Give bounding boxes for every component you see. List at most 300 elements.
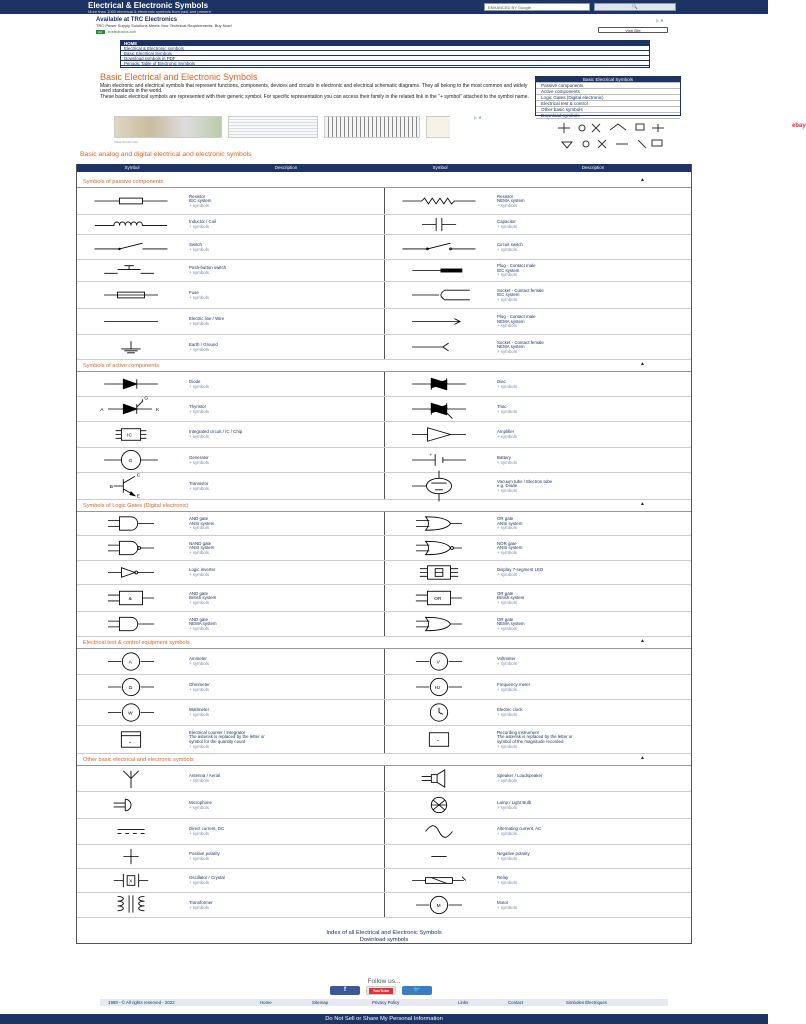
ad-text: TRC Power Supply Solutions Meets Your Technical Requirements. Buy Now!: [96, 23, 232, 28]
thyristor-icon-letter: K: [155, 407, 160, 413]
ohmmeter-icon[interactable]: [83, 675, 179, 699]
header-symbol-2: Symbol: [385, 164, 495, 172]
column-divider: [384, 845, 385, 868]
vacuum-tube-icon-graphic: [391, 473, 487, 499]
voltmeter-icon[interactable]: [391, 649, 487, 674]
symbol-name[interactable]: Plug - Contact male: [497, 263, 536, 269]
symbol-name[interactable]: Direct current, DC: [189, 826, 225, 832]
ic-chip-icon[interactable]: [83, 422, 179, 447]
wire-icon[interactable]: [83, 309, 179, 334]
wire-icon-graphic: [83, 309, 179, 334]
more-symbols-link[interactable]: + symbols: [497, 831, 517, 836]
battery-icon-graphic: [391, 448, 487, 472]
ad-choices-icon[interactable]: ▷ ✕: [656, 18, 664, 23]
electrical-counter-icon-graphic: [83, 726, 179, 753]
twitter-icon[interactable]: 🐦: [402, 986, 432, 995]
symbol-name[interactable]: Inductor / Coil: [189, 219, 217, 225]
more-symbols-link[interactable]: + symbols: [497, 599, 517, 605]
facebook-icon[interactable]: f: [330, 986, 360, 995]
nav-item-periodic-table[interactable]: Periodic Table of Electronic Symbols: [121, 61, 649, 66]
motor-icon[interactable]: [391, 893, 487, 917]
amplifier-icon[interactable]: [391, 422, 487, 447]
symbol-name[interactable]: Positive polarity: [189, 851, 220, 857]
alternating-current-icon[interactable]: [391, 819, 487, 844]
column-divider: [384, 372, 385, 396]
more-symbols-link[interactable]: + symbols: [189, 459, 209, 465]
column-divider: [384, 397, 385, 421]
ic-chip-icon-letter: IC: [127, 433, 132, 439]
speaker-icon-graphic: [391, 766, 487, 791]
or-gate-british-icon[interactable]: [391, 585, 487, 611]
back-to-top-icon[interactable]: ▲: [640, 177, 645, 183]
more-symbols-link[interactable]: + symbols: [189, 880, 209, 885]
more-symbols-link[interactable]: + symbols: [189, 778, 209, 783]
electrical-counter-icon[interactable]: [83, 726, 179, 753]
symbol-name[interactable]: Battery: [497, 454, 511, 460]
category-title[interactable]: Other basic electrical and electronic symbols: [83, 757, 194, 763]
ad-image-components[interactable]: [114, 116, 222, 138]
section-title: Basic analog and digital electrical and electronic symbols: [80, 151, 252, 158]
symbol-name[interactable]: Socket - Contact female: [497, 339, 544, 345]
symbol-name[interactable]: AND gate: [189, 590, 209, 596]
circuit-switch-icon-graphic: [391, 235, 487, 259]
inductor-icon[interactable]: [83, 215, 179, 234]
symbol-name[interactable]: Resistor: [497, 193, 514, 199]
column-divider: [384, 561, 385, 584]
lamp-icon[interactable]: [391, 792, 487, 818]
resistor-nema-icon[interactable]: [391, 188, 487, 214]
or-gate-ansi-icon[interactable]: [391, 512, 487, 535]
table-row: [77, 893, 691, 918]
more-symbols-link[interactable]: + symbols: [497, 224, 517, 229]
more-symbols-link[interactable]: + symbols: [189, 294, 209, 300]
symbol-name[interactable]: OR gate: [497, 616, 514, 622]
symbol-name[interactable]: Vacuum tube / Electron tube: [497, 478, 553, 484]
more-symbols-link[interactable]: + symbols: [497, 459, 517, 465]
symbol-note: symbol of the magnitude recorded: [497, 739, 564, 744]
more-symbols-link[interactable]: + symbols: [497, 408, 517, 414]
symbol-name[interactable]: Capacitor: [497, 219, 516, 225]
footer-contact-link[interactable]: Contact: [508, 1000, 524, 1005]
relay-icon[interactable]: [391, 869, 487, 892]
more-symbols-link[interactable]: + symbols: [189, 831, 209, 836]
frequency-meter-icon[interactable]: [391, 675, 487, 699]
switch-icon[interactable]: [83, 235, 179, 259]
more-symbols-link[interactable]: + symbols: [497, 487, 517, 493]
more-symbols-link[interactable]: + symbols: [189, 202, 209, 208]
positive-polarity-icon[interactable]: [83, 845, 179, 868]
column-divider: [384, 536, 385, 560]
motor-icon-graphic: [391, 893, 487, 917]
socket-female-iec-icon[interactable]: [391, 282, 487, 308]
more-symbols-link[interactable]: + symbols: [189, 408, 209, 414]
transistor-icon-letter: E: [136, 494, 140, 500]
back-to-top-icon[interactable]: ▲: [640, 361, 645, 367]
symbol-name[interactable]: Switch: [189, 241, 202, 247]
crystal-icon[interactable]: [83, 869, 179, 892]
symbol-name[interactable]: Electrical counter / Integrator: [189, 729, 246, 735]
symbol-name[interactable]: Resistor: [189, 193, 206, 199]
symbol-note: NEMA system: [497, 621, 525, 627]
more-symbols-link[interactable]: + symbols: [189, 712, 209, 717]
page-title: Basic Electrical and Electronic Symbols: [100, 72, 258, 82]
breadcrumb-nav: [120, 40, 650, 68]
symbol-name[interactable]: Ammeter: [189, 656, 207, 662]
more-symbols-link[interactable]: + symbols: [189, 549, 209, 555]
microphone-icon-graphic: [83, 792, 179, 818]
sidebar-item-test[interactable]: Electrical test & control: [536, 101, 680, 107]
footer-french-link[interactable]: Simboles Électriques: [566, 1000, 607, 1005]
nav-item-basic-symbols[interactable]: Basic Electrical Symbols: [121, 51, 649, 56]
symbol-name[interactable]: Display 7-segment LED: [497, 567, 544, 573]
ad-banner[interactable]: [96, 17, 680, 37]
back-to-top-icon[interactable]: ▲: [640, 638, 645, 644]
seven-segment-icon[interactable]: [391, 561, 487, 584]
ammeter-icon-graphic: [83, 649, 179, 674]
more-symbols-link[interactable]: + symbols: [497, 549, 517, 555]
and-gate-british-icon[interactable]: [83, 585, 179, 611]
more-symbols-link[interactable]: + symbols: [189, 686, 209, 692]
category-header: [77, 637, 691, 649]
more-symbols-link[interactable]: + symbols: [497, 804, 517, 810]
symbol-note: ANSI system: [497, 545, 523, 551]
nand-gate-ansi-icon[interactable]: [83, 536, 179, 560]
capacitor-icon[interactable]: [391, 215, 487, 234]
socket-female-nema-icon[interactable]: [391, 335, 487, 359]
diode-icon-graphic: [83, 372, 179, 396]
electric-clock-icon[interactable]: [391, 700, 487, 725]
symbol-name[interactable]: Plug - Contact male: [497, 314, 536, 320]
and-gate-ansi-icon[interactable]: [83, 512, 179, 535]
more-symbols-link[interactable]: + symbols: [497, 434, 517, 439]
symbol-name[interactable]: Generator: [189, 454, 209, 460]
and-gate-nema-icon[interactable]: [83, 612, 179, 636]
more-symbols-link[interactable]: + symbols: [497, 625, 517, 631]
more-symbols-link[interactable]: + symbols: [189, 804, 209, 810]
socket-female-nema-icon-graphic: [391, 335, 487, 359]
symbol-name[interactable]: AND gate: [189, 516, 209, 522]
symbol-name[interactable]: OR gate: [497, 516, 514, 522]
symbol-name[interactable]: Frequency meter: [497, 681, 531, 687]
category-title[interactable]: Symbols of Logic Gates (Digital electronic): [83, 503, 189, 509]
capacitor-icon-graphic: [391, 215, 487, 234]
symbol-name[interactable]: AND gate: [189, 616, 209, 622]
symbol-name[interactable]: Voltmeter: [497, 656, 516, 662]
more-symbols-link[interactable]: + symbols: [189, 270, 209, 275]
transformer-icon[interactable]: [83, 893, 179, 917]
triac-icon[interactable]: [391, 397, 487, 421]
symbol-name[interactable]: Triac: [497, 403, 507, 409]
table-row: [77, 372, 691, 397]
more-symbols-link[interactable]: + symbols: [189, 599, 209, 605]
more-symbols-link[interactable]: + symbols: [189, 661, 209, 666]
table-row: [77, 309, 691, 335]
ad-url[interactable]: trcelectronics.com: [108, 30, 137, 34]
symbol-name[interactable]: Ohmmeter: [189, 681, 210, 687]
and-gate-ansi-icon-graphic: [83, 512, 179, 535]
more-symbols-link[interactable]: + symbols: [189, 856, 209, 861]
ad-image-circuit[interactable]: [324, 116, 420, 138]
microphone-icon[interactable]: [83, 792, 179, 818]
plug-male-nema-icon[interactable]: [391, 309, 487, 334]
column-divider: [384, 512, 385, 535]
symbol-name[interactable]: NOR gate: [497, 540, 517, 546]
ad-heading[interactable]: Available at TRC Electronics: [96, 17, 178, 23]
symbol-name[interactable]: Antenna / Aerial: [189, 773, 220, 779]
symbol-name[interactable]: Integrated circuit / IC / Chip: [189, 429, 243, 435]
youtube-icon[interactable]: [366, 986, 396, 995]
copyright-text: 1998 - © All rights reserved - 2022: [108, 1000, 175, 1005]
symbol-note: IEC system: [497, 292, 520, 298]
more-symbols-link[interactable]: + symbols: [189, 321, 209, 326]
more-symbols-link[interactable]: + symbols: [497, 712, 517, 717]
more-symbols-link[interactable]: + symbols: [497, 778, 517, 783]
push-button-icon[interactable]: [83, 260, 179, 281]
symbol-name[interactable]: Socket - Contact female: [497, 287, 544, 293]
triac-icon-graphic: [391, 397, 487, 421]
ohmmeter-icon-letter: Ω: [128, 685, 133, 691]
symbol-name[interactable]: Electric line / Wire: [189, 316, 225, 322]
ad-badge-label: Ad: [98, 30, 102, 34]
diac-icon[interactable]: [391, 372, 487, 396]
ground-icon[interactable]: [83, 335, 179, 359]
fuse-icon[interactable]: [83, 282, 179, 308]
table-row: [77, 561, 691, 585]
symbol-name[interactable]: Circuit switch: [497, 241, 523, 247]
symbol-name[interactable]: NAND gate: [189, 540, 212, 546]
symbol-name[interactable]: Motor: [497, 899, 509, 905]
symbol-name[interactable]: Transformer: [189, 899, 213, 905]
or-gate-nema-icon[interactable]: [391, 612, 487, 636]
diode-icon[interactable]: [83, 372, 179, 396]
symbol-name[interactable]: Lamp / Light Bulb: [497, 799, 532, 805]
more-symbols-link[interactable]: + symbols: [189, 572, 209, 577]
and-gate-nema-icon-graphic: [83, 612, 179, 636]
more-symbols-link[interactable]: + symbols: [497, 686, 517, 692]
wattmeter-icon-graphic: [83, 700, 179, 725]
symbol-name[interactable]: Relay: [497, 875, 509, 881]
symbol-name[interactable]: Transistor: [189, 480, 209, 486]
more-symbols-link[interactable]: + symbols: [497, 323, 517, 329]
more-symbols-link[interactable]: + symbols: [189, 246, 209, 252]
logic-inverter-icon[interactable]: [83, 561, 179, 584]
more-symbols-link[interactable]: + symbols: [189, 434, 209, 439]
search-input[interactable]: [484, 3, 590, 11]
nav-item-download-pdf[interactable]: Download symbols in PDF: [121, 56, 649, 61]
nav-item-electrical-symbols[interactable]: Electrical & Electronic symbols: [121, 46, 649, 51]
symbol-name[interactable]: Wattmeter: [189, 707, 210, 713]
more-symbols-link[interactable]: + symbols: [497, 383, 517, 389]
more-symbols-link[interactable]: + symbols: [497, 661, 517, 666]
column-divider: [384, 422, 385, 447]
more-symbols-link[interactable]: + symbols: [497, 272, 517, 278]
symbol-note: NEMA system: [189, 621, 217, 627]
symbol-note: ANSI system: [189, 545, 215, 551]
more-symbols-link[interactable]: + symbols: [497, 296, 517, 302]
negative-polarity-icon[interactable]: [391, 845, 487, 868]
more-symbols-link[interactable]: + symbols: [189, 224, 209, 229]
voltmeter-icon-graphic: [391, 649, 487, 674]
more-symbols-link[interactable]: + symbols: [497, 743, 517, 749]
symbol-name[interactable]: Recording instrument: [497, 729, 539, 735]
more-symbols-link[interactable]: + symbols: [497, 904, 517, 910]
thyristor-icon-letter: A: [100, 407, 104, 413]
crystal-icon-graphic: [83, 869, 179, 892]
sidebar-item-other[interactable]: Other basic symbols: [536, 107, 680, 113]
footer-sitemap-link[interactable]: Sitemap: [312, 1000, 329, 1005]
frequency-meter-icon-letter: Hz: [434, 685, 441, 691]
recording-instrument-icon[interactable]: [391, 726, 487, 753]
recording-instrument-icon-letter: *: [437, 739, 439, 745]
battery-icon[interactable]: [391, 448, 487, 472]
generator-icon[interactable]: [83, 448, 179, 472]
table-row: [77, 536, 691, 561]
symbol-name[interactable]: Negative polarity: [497, 851, 530, 857]
antenna-icon[interactable]: [83, 766, 179, 791]
table-row: [77, 215, 691, 235]
table-row: [77, 726, 691, 754]
column-divider: [384, 282, 385, 308]
resistor-iec-icon-graphic: [83, 188, 179, 214]
symbol-note: ANSI system: [497, 520, 523, 526]
logic-inverter-icon-graphic: [83, 561, 179, 584]
plug-male-iec-icon[interactable]: [391, 260, 487, 281]
vacuum-tube-icon[interactable]: [391, 473, 487, 499]
column-divider: [384, 649, 385, 674]
more-symbols-link[interactable]: + symbols: [497, 202, 517, 208]
more-symbols-link[interactable]: + symbols: [497, 880, 517, 885]
more-symbols-link[interactable]: + symbols: [497, 348, 517, 354]
symbol-note: NEMA system: [497, 344, 525, 350]
back-to-top-icon[interactable]: ▲: [640, 755, 645, 761]
circuit-switch-icon[interactable]: [391, 235, 487, 259]
symbol-name[interactable]: Amplifier: [497, 429, 515, 435]
category-header: [77, 500, 691, 512]
or-gate-british-icon-letter: OR: [434, 596, 442, 602]
index-link[interactable]: Index of all Electrical and Electronic Symbols: [326, 930, 442, 936]
speaker-icon[interactable]: [391, 766, 487, 791]
follow-us: Follow us...: [367, 978, 401, 985]
ad-image-symbol-chart[interactable]: [228, 116, 318, 138]
nor-gate-ansi-icon[interactable]: [391, 536, 487, 560]
symbol-note: The asterisk is replaced by the letter or: [497, 734, 573, 740]
column-divider: [384, 215, 385, 234]
header-description-2: Description: [495, 164, 691, 172]
thyristor-icon[interactable]: [83, 397, 179, 421]
symbol-name[interactable]: Earth / Ground: [189, 341, 218, 347]
sidebar-item-active[interactable]: Active components: [536, 89, 680, 95]
column-divider: [384, 766, 385, 791]
symbol-name[interactable]: Speaker / Loudspeaker: [497, 773, 543, 779]
category-header: [77, 176, 691, 188]
ad-visit-button[interactable]: Visit Site: [598, 27, 668, 33]
footer-home-link[interactable]: Home: [260, 1000, 272, 1005]
sidebar-item-download[interactable]: Download symbols: [536, 113, 680, 119]
resistor-iec-icon[interactable]: [83, 188, 179, 214]
intro-paragraph-2: These basic electrical symbols are represented with their generic symbol. For specific representation you can access their family in the related link in the "+ symbol" attached to the symbol name.: [100, 93, 529, 100]
symbol-name[interactable]: Microphone: [189, 799, 212, 805]
symbol-name[interactable]: Alternating current, AC: [497, 826, 542, 832]
symbol-name[interactable]: OR gate: [497, 590, 514, 596]
ad-choices-icon-2[interactable]: ▷ ✕: [474, 115, 482, 120]
back-to-top-icon[interactable]: ▲: [640, 501, 645, 507]
intro-paragraph-1: Main electronic and electrical symbols that represent functions, components, devices and circuits in electronic and electrical schematic diagrams. They all belong to the most common and widely used standards in the world.: [100, 83, 528, 95]
sidebar-item-logic[interactable]: Logic Gates (Digital electronic): [536, 95, 680, 101]
table-row: [77, 819, 691, 845]
more-symbols-link[interactable]: + symbols: [189, 525, 209, 531]
nand-gate-ansi-icon-graphic: [83, 536, 179, 560]
do-not-sell-link[interactable]: Do Not Sell or Share My Personal Information: [0, 1014, 768, 1024]
category-title[interactable]: Symbols of active components: [83, 363, 159, 369]
table-row: [77, 649, 691, 675]
resistor-nema-icon-graphic: [391, 188, 487, 214]
diac-icon-graphic: [391, 372, 487, 396]
symbol-note: IEC system: [497, 267, 520, 273]
more-symbols-link[interactable]: + symbols: [189, 485, 209, 491]
more-symbols-link[interactable]: + symbols: [497, 246, 517, 252]
nav-item-home[interactable]: HOME: [121, 41, 649, 46]
more-symbols-link[interactable]: + symbols: [189, 625, 209, 631]
more-symbols-link[interactable]: + symbols: [189, 383, 209, 389]
footer-privacy-link[interactable]: Privacy Policy: [372, 1000, 400, 1005]
or-gate-british-icon-graphic: [391, 585, 487, 611]
column-divider: [384, 893, 385, 917]
more-symbols-link[interactable]: + symbols: [497, 572, 517, 577]
symbol-name[interactable]: Thyristor: [189, 403, 207, 409]
column-divider: [384, 792, 385, 818]
table-row: [77, 397, 691, 422]
table-row: [77, 612, 691, 637]
direct-current-icon[interactable]: [83, 819, 179, 844]
push-button-icon-graphic: [83, 260, 179, 281]
more-symbols-link[interactable]: + symbols: [189, 743, 209, 749]
social-links: [330, 986, 440, 995]
header-symbol-1: Symbol: [77, 164, 187, 172]
sidebar-item-passive[interactable]: Passive components: [536, 83, 680, 89]
more-symbols-link[interactable]: + symbols: [497, 525, 517, 531]
column-divider: [384, 188, 385, 214]
symbol-name[interactable]: Diac: [497, 378, 506, 384]
site-subtitle: More than 1000 electrical & electronic symbols from past and present: [88, 9, 211, 14]
footer-links-link[interactable]: Links: [458, 1000, 469, 1005]
symbol-name[interactable]: Oscillator / Crystal: [189, 875, 225, 881]
transistor-icon[interactable]: [83, 473, 179, 499]
more-symbols-link[interactable]: + symbols: [189, 346, 209, 352]
symbol-name[interactable]: Push-button switch: [189, 265, 227, 271]
table-row: [77, 700, 691, 726]
search-button[interactable]: 🔍: [594, 3, 676, 11]
symbol-name[interactable]: Fuse: [189, 289, 199, 295]
category-title[interactable]: Symbols of passive components: [83, 179, 164, 185]
symbol-name[interactable]: Logic inverter: [189, 567, 216, 573]
sidebar-menu: [535, 76, 681, 116]
recording-instrument-icon-graphic: [391, 726, 487, 753]
lamp-icon-graphic: [391, 792, 487, 818]
more-symbols-link[interactable]: + symbols: [497, 856, 517, 861]
ammeter-icon[interactable]: [83, 649, 179, 674]
more-symbols-link[interactable]: + symbols: [189, 904, 209, 910]
symbol-name[interactable]: Diode: [189, 378, 201, 384]
wattmeter-icon[interactable]: [83, 700, 179, 725]
table-row: [77, 188, 691, 215]
symbol-name[interactable]: Electric clock: [497, 707, 523, 713]
table-row: [77, 473, 691, 500]
table-row: [77, 585, 691, 612]
category-title[interactable]: Electrical test & control equipment symbols: [83, 640, 190, 646]
download-link[interactable]: Download symbols: [359, 937, 409, 943]
site-title[interactable]: Electrical & Electronic Symbols: [88, 1, 209, 10]
table-row: [77, 675, 691, 700]
